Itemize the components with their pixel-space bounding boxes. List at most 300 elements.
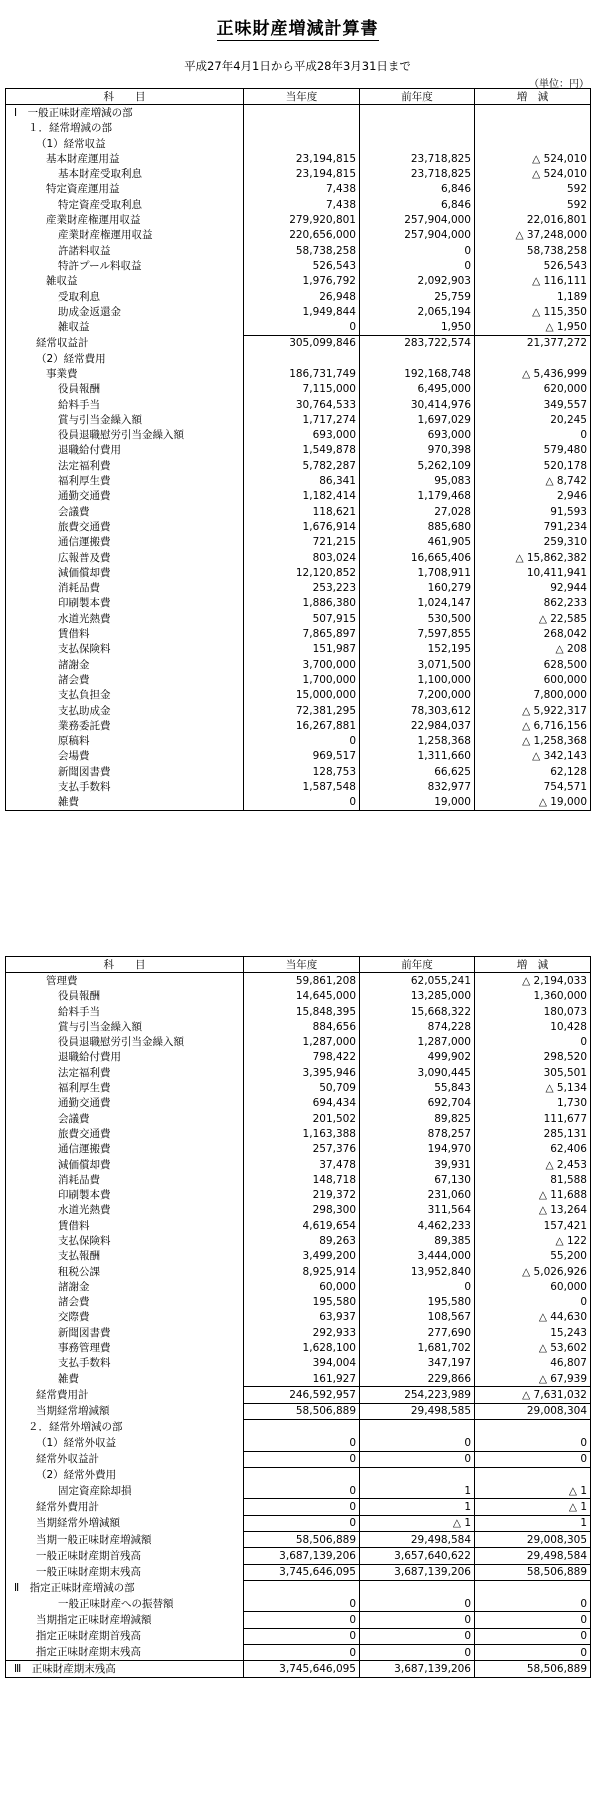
row-label: 会議費 [6, 504, 244, 519]
current-year-value: 253,223 [244, 581, 360, 596]
row-label: 支払助成金 [6, 703, 244, 718]
current-year-value: 257,376 [244, 1142, 360, 1157]
previous-year-value: 0 [360, 1612, 475, 1628]
previous-year-value: 66,625 [360, 764, 475, 779]
table-row [6, 535, 591, 550]
table-row [6, 1661, 591, 1677]
previous-year-value [360, 136, 475, 151]
row-label: 経常外収益計 [6, 1451, 244, 1467]
table-row [6, 1295, 591, 1310]
current-year-value: 798,422 [244, 1050, 360, 1065]
row-label: 新聞図書費 [6, 764, 244, 779]
change-value: 0 [475, 1645, 591, 1661]
row-label: 通勤交通費 [6, 489, 244, 504]
row-label: 退職給付費用 [6, 443, 244, 458]
previous-year-value: 89,385 [360, 1233, 475, 1248]
current-year-value [244, 105, 360, 121]
row-label: 印刷製本費 [6, 596, 244, 611]
current-year-value [244, 1419, 360, 1435]
table-row [6, 779, 591, 794]
row-label: 経常費用計 [6, 1387, 244, 1403]
table-row [6, 319, 591, 335]
table-row [6, 397, 591, 412]
table-row [6, 1612, 591, 1628]
change-value: 791,234 [475, 519, 591, 534]
row-label: 支払手数料 [6, 1356, 244, 1371]
previous-year-value: 347,197 [360, 1356, 475, 1371]
row-label: 減価償却費 [6, 1157, 244, 1172]
table-row [6, 428, 591, 443]
change-value: 862,233 [475, 596, 591, 611]
change-value: 55,200 [475, 1249, 591, 1264]
table-row [6, 733, 591, 748]
previous-year-value: 22,984,037 [360, 718, 475, 733]
row-label: 新聞図書費 [6, 1325, 244, 1340]
row-label: 経常収益計 [6, 335, 244, 351]
previous-year-value: 0 [360, 1645, 475, 1661]
previous-year-value: 257,904,000 [360, 228, 475, 243]
previous-year-value: 970,398 [360, 443, 475, 458]
current-year-value: 7,865,897 [244, 626, 360, 641]
change-value: 2,946 [475, 489, 591, 504]
table-row [6, 412, 591, 427]
current-year-value: 7,115,000 [244, 382, 360, 397]
table-row [6, 1279, 591, 1294]
row-label: 役員退職慰労引当金繰入額 [6, 428, 244, 443]
row-label: 基本財産運用益 [6, 151, 244, 166]
current-year-value: 693,000 [244, 428, 360, 443]
change-value: △ 1,258,368 [475, 733, 591, 748]
table-row [6, 1218, 591, 1233]
change-value: 349,557 [475, 397, 591, 412]
row-label: 一般正味財産期首残高 [6, 1548, 244, 1564]
change-value: 628,500 [475, 657, 591, 672]
current-year-value: 7,438 [244, 197, 360, 212]
current-year-value: 0 [244, 1596, 360, 1612]
previous-year-value: 25,759 [360, 289, 475, 304]
current-year-value [244, 136, 360, 151]
current-year-value: 50,709 [244, 1080, 360, 1095]
table-row [6, 1111, 591, 1126]
current-year-value: 1,628,100 [244, 1340, 360, 1355]
row-label: 支払負担金 [6, 688, 244, 703]
change-value: △ 37,248,000 [475, 228, 591, 243]
previous-year-value: 29,498,584 [360, 1531, 475, 1547]
current-year-value: 128,753 [244, 764, 360, 779]
row-label: 賞与引当金繰入額 [6, 1019, 244, 1034]
table-row [6, 989, 591, 1004]
previous-year-value [360, 121, 475, 136]
previous-year-value: 19,000 [360, 795, 475, 811]
previous-year-value: 39,931 [360, 1157, 475, 1172]
previous-year-value: 3,071,500 [360, 657, 475, 672]
table-row [6, 1096, 591, 1111]
row-label: 事業費 [6, 366, 244, 381]
change-value: 92,944 [475, 581, 591, 596]
current-year-value: 3,499,200 [244, 1249, 360, 1264]
table-row [6, 1233, 591, 1248]
current-year-value: 201,502 [244, 1111, 360, 1126]
table-row [6, 366, 591, 381]
previous-year-value: 1,681,702 [360, 1340, 475, 1355]
table-row [6, 1050, 591, 1065]
current-year-value: 292,933 [244, 1325, 360, 1340]
previous-year-value: △ 1 [360, 1515, 475, 1531]
header-current-year: 当年度 [244, 89, 360, 105]
table-row [6, 1499, 591, 1515]
row-label: 諸謝金 [6, 1279, 244, 1294]
current-year-value: 1,549,878 [244, 443, 360, 458]
current-year-value: 969,517 [244, 749, 360, 764]
table-row [6, 289, 591, 304]
previous-year-value: 1,179,468 [360, 489, 475, 504]
table-row [6, 550, 591, 565]
header-previous-year: 前年度 [360, 89, 475, 105]
table-row [6, 703, 591, 718]
previous-year-value: 283,722,574 [360, 335, 475, 351]
previous-year-value: 55,843 [360, 1080, 475, 1095]
table-row [6, 611, 591, 626]
table-row [6, 443, 591, 458]
row-label: 雑費 [6, 1371, 244, 1387]
previous-year-value [360, 105, 475, 121]
row-label: 指定正味財産期首残高 [6, 1628, 244, 1644]
table-row [6, 1645, 591, 1661]
row-label: 雑収益 [6, 274, 244, 289]
table-row [6, 1467, 591, 1483]
row-label: 旅費交通費 [6, 519, 244, 534]
current-year-value: 195,580 [244, 1295, 360, 1310]
current-year-value: 0 [244, 319, 360, 335]
current-year-value: 0 [244, 1645, 360, 1661]
previous-year-value: 108,567 [360, 1310, 475, 1325]
change-value: 62,406 [475, 1142, 591, 1157]
current-year-value: 59,861,208 [244, 973, 360, 989]
current-year-value: 58,506,889 [244, 1403, 360, 1419]
change-value: △ 5,922,317 [475, 703, 591, 718]
row-label: Ⅰ 一般正味財産増減の部 [6, 105, 244, 121]
row-label: 法定福利費 [6, 1065, 244, 1080]
row-label: 役員報酬 [6, 989, 244, 1004]
previous-year-value: 67,130 [360, 1172, 475, 1187]
table-row [6, 166, 591, 181]
previous-year-value [360, 1467, 475, 1483]
previous-year-value: 95,083 [360, 473, 475, 488]
current-year-value: 3,745,646,095 [244, 1661, 360, 1677]
change-value: 592 [475, 197, 591, 212]
change-value: 0 [475, 1435, 591, 1451]
previous-year-value [360, 1580, 475, 1596]
row-label: 雑収益 [6, 319, 244, 335]
row-label: 特定資産受取利息 [6, 197, 244, 212]
current-year-value: 60,000 [244, 1279, 360, 1294]
table-row [6, 1142, 591, 1157]
current-year-value: 0 [244, 733, 360, 748]
table-row [6, 749, 591, 764]
row-label: Ⅲ 正味財産期末残高 [6, 1661, 244, 1677]
current-year-value: 58,506,889 [244, 1531, 360, 1547]
row-label: 管理費 [6, 973, 244, 989]
change-value: △ 22,585 [475, 611, 591, 626]
previous-year-value: 2,092,903 [360, 274, 475, 289]
table-row [6, 1483, 591, 1499]
table-row [6, 1371, 591, 1387]
previous-year-value: 254,223,989 [360, 1387, 475, 1403]
current-year-value: 526,543 [244, 258, 360, 273]
change-value: 285,131 [475, 1126, 591, 1141]
previous-year-value: 62,055,241 [360, 973, 475, 989]
change-value: 62,128 [475, 764, 591, 779]
table-row [6, 182, 591, 197]
current-year-value: 186,731,749 [244, 366, 360, 381]
previous-year-value: 194,970 [360, 1142, 475, 1157]
table-row [6, 1034, 591, 1049]
current-year-value: 246,592,957 [244, 1387, 360, 1403]
row-label: 経常外費用計 [6, 1499, 244, 1515]
row-label: 給料手当 [6, 1004, 244, 1019]
row-label: 旅費交通費 [6, 1126, 244, 1141]
current-year-value: 305,099,846 [244, 335, 360, 351]
table-row [6, 136, 591, 151]
change-value: 1 [475, 1515, 591, 1531]
change-value: △ 115,350 [475, 304, 591, 319]
current-year-value: 1,717,274 [244, 412, 360, 427]
previous-year-value: 0 [360, 1628, 475, 1644]
table-row [6, 1019, 591, 1034]
previous-year-value: 3,444,000 [360, 1249, 475, 1264]
previous-year-value: 461,905 [360, 535, 475, 550]
change-value: 81,588 [475, 1172, 591, 1187]
table-row [6, 382, 591, 397]
change-value [475, 105, 591, 121]
previous-year-value: 3,090,445 [360, 1065, 475, 1080]
change-value: 298,520 [475, 1050, 591, 1065]
change-value: △ 524,010 [475, 151, 591, 166]
table-row [6, 718, 591, 733]
current-year-value: 151,987 [244, 642, 360, 657]
current-year-value: 0 [244, 1435, 360, 1451]
row-label: 消耗品費 [6, 1172, 244, 1187]
change-value: △ 53,602 [475, 1340, 591, 1355]
previous-year-value: 1,311,660 [360, 749, 475, 764]
table-row [6, 351, 591, 366]
previous-year-value [360, 1419, 475, 1435]
current-year-value: 0 [244, 1628, 360, 1644]
previous-year-value: 6,846 [360, 182, 475, 197]
row-label: 支払保険料 [6, 1233, 244, 1248]
previous-year-value: 23,718,825 [360, 166, 475, 181]
row-label: 支払保険料 [6, 642, 244, 657]
row-label: （1）経常収益 [6, 136, 244, 151]
previous-year-value: 6,495,000 [360, 382, 475, 397]
change-value: △ 122 [475, 1233, 591, 1248]
table-row [6, 228, 591, 243]
row-label: 基本財産受取利息 [6, 166, 244, 181]
previous-year-value: 0 [360, 243, 475, 258]
table-row [6, 657, 591, 672]
table-row [6, 243, 591, 258]
change-value: 20,245 [475, 412, 591, 427]
previous-year-value: 152,195 [360, 642, 475, 657]
previous-year-value: 231,060 [360, 1187, 475, 1202]
change-value: △ 5,134 [475, 1080, 591, 1095]
current-year-value: 12,120,852 [244, 565, 360, 580]
change-value: △ 524,010 [475, 166, 591, 181]
current-year-value: 1,163,388 [244, 1126, 360, 1141]
change-value: 22,016,801 [475, 212, 591, 227]
previous-year-value: 3,687,139,206 [360, 1564, 475, 1580]
current-year-value: 0 [244, 1515, 360, 1531]
current-year-value: 298,300 [244, 1203, 360, 1218]
change-value: 579,480 [475, 443, 591, 458]
table-header-row [6, 89, 591, 105]
current-year-value: 118,621 [244, 504, 360, 519]
change-value: △ 208 [475, 642, 591, 657]
current-year-value: 0 [244, 1499, 360, 1515]
current-year-value: 1,676,914 [244, 519, 360, 534]
change-value: 0 [475, 1612, 591, 1628]
change-value: 10,428 [475, 1019, 591, 1034]
row-label: 一般正味財産期末残高 [6, 1564, 244, 1580]
change-value: 180,073 [475, 1004, 591, 1019]
current-year-value: 89,263 [244, 1233, 360, 1248]
change-value: 259,310 [475, 535, 591, 550]
change-value: 1,730 [475, 1096, 591, 1111]
current-year-value: 58,738,258 [244, 243, 360, 258]
row-label: 受取利息 [6, 289, 244, 304]
table-row [6, 1628, 591, 1644]
table-row [6, 151, 591, 166]
table-row [6, 458, 591, 473]
current-year-value: 26,948 [244, 289, 360, 304]
table-row [6, 1325, 591, 1340]
previous-year-value: 885,680 [360, 519, 475, 534]
change-value: 0 [475, 1295, 591, 1310]
row-label: 役員報酬 [6, 382, 244, 397]
row-label: １．経常増減の部 [6, 121, 244, 136]
row-label: 支払報酬 [6, 1249, 244, 1264]
previous-year-value: 30,414,976 [360, 397, 475, 412]
current-year-value: 803,024 [244, 550, 360, 565]
current-year-value: 220,656,000 [244, 228, 360, 243]
current-year-value: 161,927 [244, 1371, 360, 1387]
row-label: ２．経常外増減の部 [6, 1419, 244, 1435]
row-label: 福利厚生費 [6, 1080, 244, 1095]
current-year-value: 1,182,414 [244, 489, 360, 504]
previous-year-value: 5,262,109 [360, 458, 475, 473]
current-year-value: 3,700,000 [244, 657, 360, 672]
table-row [6, 1531, 591, 1547]
current-year-value: 1,949,844 [244, 304, 360, 319]
change-value [475, 121, 591, 136]
row-label: 諸謝金 [6, 657, 244, 672]
change-value: 58,738,258 [475, 243, 591, 258]
change-value: 0 [475, 1034, 591, 1049]
statement-table-page1 [5, 88, 591, 811]
table-row [6, 596, 591, 611]
change-value: △ 116,111 [475, 274, 591, 289]
previous-year-value: 693,000 [360, 428, 475, 443]
currency-unit: （単位：円） [529, 79, 589, 90]
previous-year-value: 2,065,194 [360, 304, 475, 319]
table-row [6, 304, 591, 319]
change-value: △ 1 [475, 1499, 591, 1515]
change-value: △ 44,630 [475, 1310, 591, 1325]
row-label: 給料手当 [6, 397, 244, 412]
change-value: 0 [475, 1628, 591, 1644]
previous-year-value: 7,597,855 [360, 626, 475, 641]
current-year-value: 219,372 [244, 1187, 360, 1202]
row-label: 特許プール料収益 [6, 258, 244, 273]
table-row [6, 1264, 591, 1279]
change-value: 10,411,941 [475, 565, 591, 580]
row-label: 事務管理費 [6, 1340, 244, 1355]
table-row [6, 1157, 591, 1172]
previous-year-value: 1,950 [360, 319, 475, 335]
table-row [6, 105, 591, 121]
current-year-value: 15,000,000 [244, 688, 360, 703]
table-row [6, 1548, 591, 1564]
row-label: 賃借料 [6, 1218, 244, 1233]
row-label: 会場費 [6, 749, 244, 764]
table-row [6, 121, 591, 136]
table-row [6, 489, 591, 504]
previous-year-value: 3,687,139,206 [360, 1661, 475, 1677]
table-row [6, 1515, 591, 1531]
current-year-value: 4,619,654 [244, 1218, 360, 1233]
previous-year-value: 7,200,000 [360, 688, 475, 703]
table-row [6, 672, 591, 687]
table-row [6, 1596, 591, 1612]
change-value: 111,677 [475, 1111, 591, 1126]
table-row [6, 1065, 591, 1080]
row-label: 退職給付費用 [6, 1050, 244, 1065]
current-year-value: 3,395,946 [244, 1065, 360, 1080]
row-label: （2）経常費用 [6, 351, 244, 366]
previous-year-value: 1 [360, 1499, 475, 1515]
current-year-value: 7,438 [244, 182, 360, 197]
fiscal-period: 平成27年4月1日から平成28年3月31日まで [184, 59, 411, 73]
change-value: 520,178 [475, 458, 591, 473]
table-row [6, 1080, 591, 1095]
row-label: 産業財産権運用収益 [6, 228, 244, 243]
previous-year-value: 13,952,840 [360, 1264, 475, 1279]
row-label: 通信運搬費 [6, 535, 244, 550]
previous-year-value: 78,303,612 [360, 703, 475, 718]
previous-year-value: 192,168,748 [360, 366, 475, 381]
previous-year-value: 27,028 [360, 504, 475, 519]
header-change: 増 減 [475, 957, 591, 973]
table-row [6, 1172, 591, 1187]
table-row [6, 473, 591, 488]
row-label: 指定正味財産期末残高 [6, 1645, 244, 1661]
header-current-year: 当年度 [244, 957, 360, 973]
table-row [6, 258, 591, 273]
current-year-value: 72,381,295 [244, 703, 360, 718]
previous-year-value: 1,287,000 [360, 1034, 475, 1049]
change-value [475, 1580, 591, 1596]
table-row [6, 1419, 591, 1435]
change-value: △ 2,194,033 [475, 973, 591, 989]
table-row [6, 1451, 591, 1467]
previous-year-value: 15,668,322 [360, 1004, 475, 1019]
current-year-value [244, 1580, 360, 1596]
change-value: △ 15,862,382 [475, 550, 591, 565]
row-label: 固定資産除却損 [6, 1483, 244, 1499]
row-label: 水道光熱費 [6, 1203, 244, 1218]
row-label: 諸会費 [6, 672, 244, 687]
change-value [475, 351, 591, 366]
